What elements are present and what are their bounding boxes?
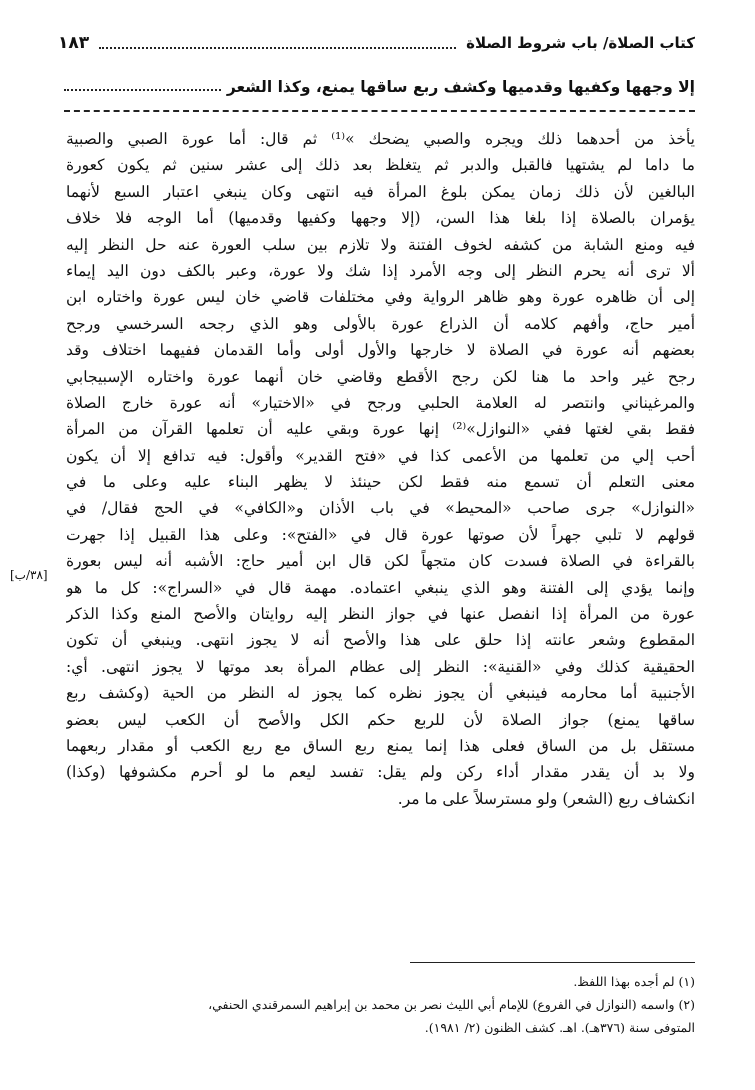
text-line: البالغين لأن ذلك زمان يمكن بلوغ المرأة فيه انتهى وكان ينبغي اعتبار السبع لأنهما [66,182,695,201]
text-line: مستقل بل من الساق فعلى هذا إنما يمنع ربع الساق مع ربع الكعب أو مقدار ربعهما [66,736,695,755]
text-line: ألا ترى أنه يحرم النظر إلى وجه الأمرد إذا شك ولا عورة، وعبر بالكف دون اليد إيماء [66,261,695,280]
matn-text: إلا وجهها وكفيها وقدميها وكشف ربع ساقها يمنع، وكذا الشعر [226,78,695,96]
text-line: يؤمران بالصلاة إذا بلغا هذا السن، (إلا وجهها وكفيها وقدميها) أما الوجه فلا خلاف [66,209,695,228]
matn-dotted-leader [64,89,221,91]
footnote-line: المتوفى سنة (٣٧٦هـ). اهـ. كشف الظنون (٢/ ١٩٨١). [424,1020,695,1035]
matn-line [64,78,695,96]
text-line: فقط بقي لغتها ففي «النوازل»⁽²⁾ إنها عورة وبقي عليه أن تعلمها القرآن من المرأة [66,420,695,439]
text-line: انكشاف ربع (الشعر) ولو مسترسلاً على ما مر. [397,789,695,808]
commentary-text [66,126,695,812]
text-line: ولا بد أن يقدر مقدار أداء ركن ولم يقل: تفسد ليعم ما لو أحرم مكشوفها (وكذا) [66,763,695,782]
text-line: ما داما لم يشتهيا فالقبل والدبر ثم يتغلظ بعد ذلك إلى عشر سنين ثم يكون كعورة [66,156,695,175]
text-line: «النوازل» جرى صاحب «المحيط» في باب الأذان و«الكافي» في الحج فقال/ في [66,499,695,518]
footnote-rule [410,962,695,963]
header-dotted-leader [99,47,456,49]
text-line: أحب إلي من تعلمها من الأعمى كذا في «فتح القدير» وأقول: فيه تدافع إلا أن يكون [66,446,695,465]
running-header [58,30,695,56]
text-line: والمرغيناني وانتصر له العلامة الحلبي ورجح في «الاختيار» أنه عورة خارج الصلاة [66,393,695,412]
header-title: كتاب الصلاة/ باب شروط الصلاة [466,34,695,52]
margin-folio-note: [٣٨/ب] [10,568,48,582]
text-line: وإنما يؤدي إلى الفتنة وهو الذي ينبغي اعتماده. مهمة قال في «السراج»: كل ما هو [66,578,695,597]
text-line: الحقيقية كذلك وفي «القنية»: النظر إلى عظام المرأة بعد موتها لا يجوز انتهى. أي: [66,657,695,676]
text-line: المقطوع وشعر عانته إذا حلق على هذا والأصح أنه لا يجوز انتهى. وينبغي أن تكون [66,631,695,650]
text-line: يأخذ من أحدهما ذلك ويجره والصبي يضحك »⁽¹⁾ ثم قال: أما عورة الصبي والصبية [66,130,695,148]
text-line: ساقها يمنع) جواز الصلاة لأن للربع حكم الكل والأصح أن الكعب ليس بعضو [66,710,695,729]
text-line: معنى التعلم أن تسمع منه فقط لكن حينئذ لا يظهر البناء عليه وعلى ما في [66,473,695,492]
text-line: بالقراءة في الصلاة فسدت كان متجهاً لكن قال ابن أمير حاج: الأشبه أنه ليس بعورة [66,552,695,571]
text-line: قولهم لا تلبي جهراً لأن صوتها عورة قال في «الفتح»: وعلى هذا القبيل إذا جهرت [66,525,695,544]
footnote-line: (٢) واسمه (النوازل في الفروع) للإمام أبي الليث نصر بن محمد بن إبراهيم السمرقندي الحنفي، [208,997,695,1012]
footnotes [64,970,695,1039]
text-line: فيه ومنع الشابة من كشفه لخوف الفتنة ولا تلازم بين سلب العورة عنه حل النظر إليه [66,235,695,254]
text-line: رجح غير واحد ما هنا لكن رجح الأقطع وقاضي خان أنهما عورة واختاره الإسبيجابي [66,367,695,386]
text-line: إلى أن ظاهره عورة وهو ظاهر الرواية وفي مختلفات قاضي خان ليس عورة واختاره ابن [66,288,695,307]
dashed-separator [64,110,695,112]
text-line: بعضهم أنه عورة في الصلاة لا خارجها والأول أولى وأما القدمان ففيهما اختلاف وقد [66,341,695,360]
footnote-line: (١) لم أجده بهذا اللفظ. [573,974,695,989]
text-line: الأجنبية أما محارمه فينبغي أن يجوز نظره كما يجوز له النظر من الحية (وكشف ربع [66,684,695,703]
text-line: أمير حاج، وأفهم كلامه أن الذراع عورة بالأولى وهو الذي رجحه السرخسي ورجح [66,314,695,333]
text-line: عورة من المرأة إذا انفصل عنها في جواز النظر إليه روايتان والأصح المنع وكذا الذكر [66,605,695,624]
page-number: ١٨٣ [58,33,90,53]
